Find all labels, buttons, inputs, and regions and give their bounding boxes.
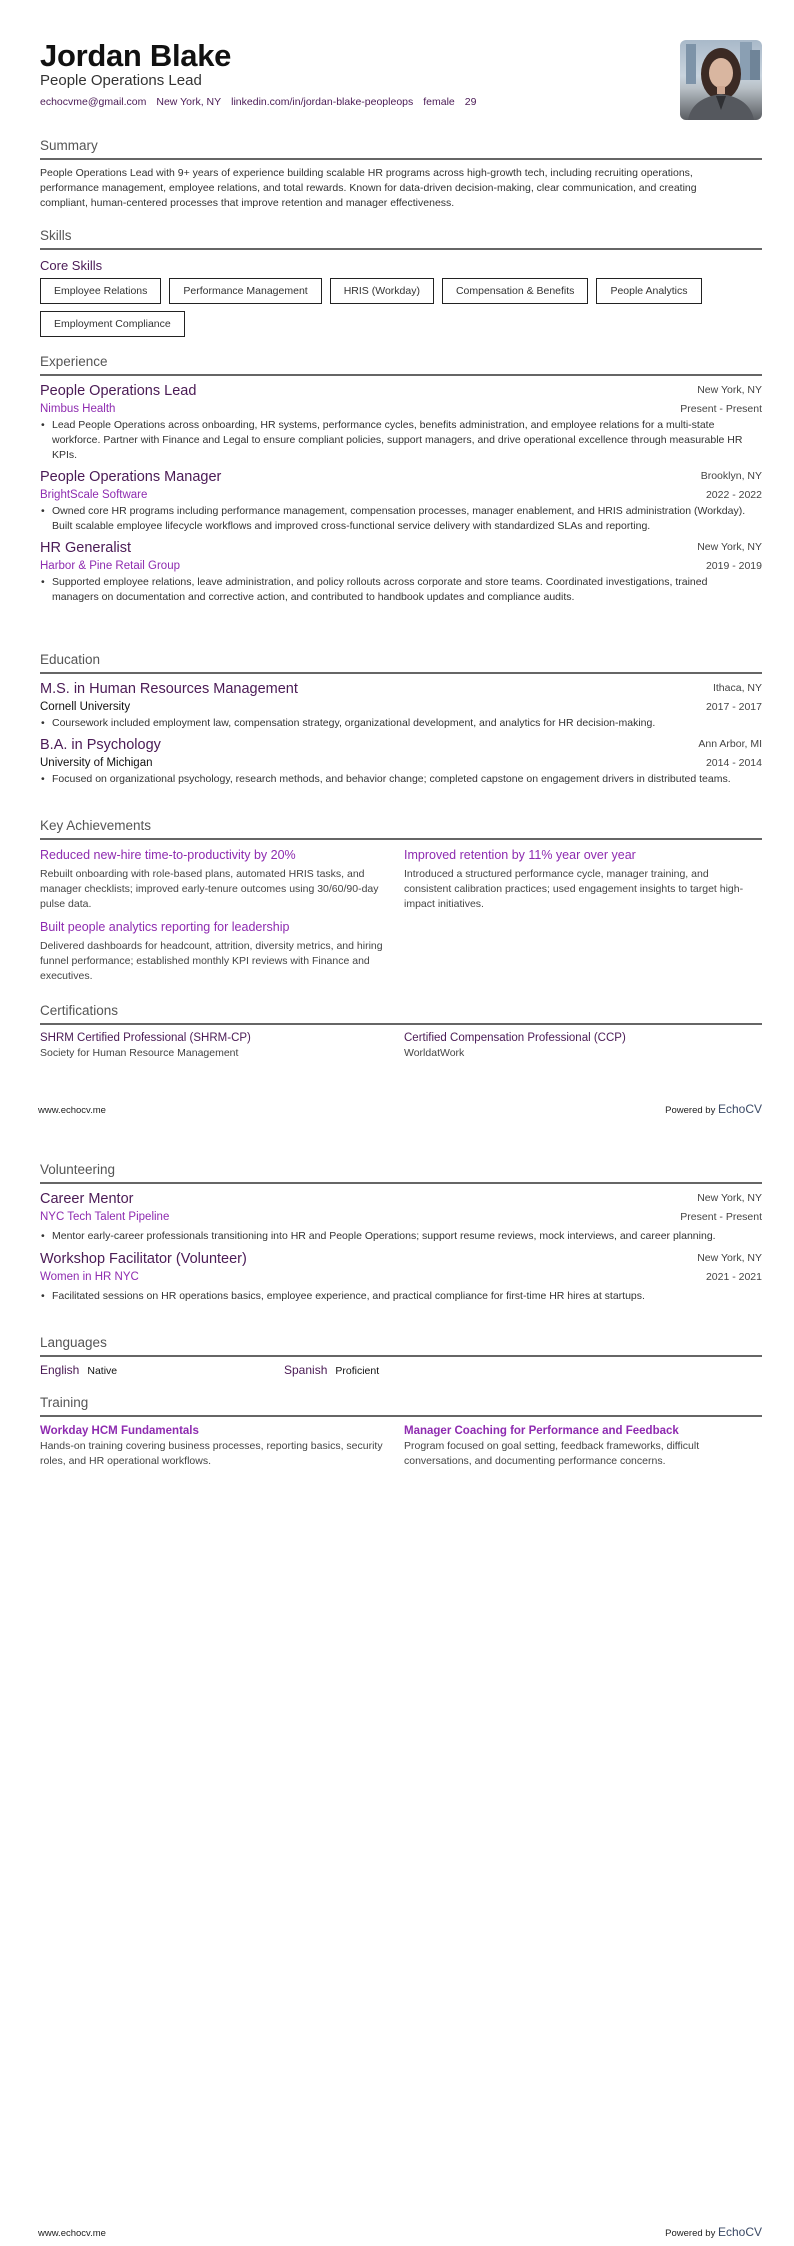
candidate-name: Jordan Blake — [40, 38, 232, 73]
section-divider — [40, 248, 762, 250]
education-section — [40, 652, 762, 787]
footer-site-link[interactable]: www.echocv.me — [38, 1105, 106, 1116]
language-name: Spanish — [284, 1363, 328, 1377]
job-bullet: • Lead People Operations across onboarding, HR systems, performance cycles, benefits administration, and employee relations for a multi-state workforce. Partner with Finance and Legal to ensure compliant policies, support managers, and drive operational excellence through measurable HR KPIs. — [40, 418, 752, 463]
experience-section — [40, 354, 762, 605]
volunteer-location: New York, NY — [697, 1192, 762, 1204]
contact-line — [40, 96, 476, 108]
job-dates: 2019 - 2019 — [705, 560, 762, 572]
skill-chip: HRIS (Workday) — [330, 278, 434, 304]
powered-by-text: Powered by — [665, 1105, 716, 1116]
job-title: HR Generalist — [40, 540, 132, 556]
skill-chips — [40, 278, 762, 337]
section-title: Key Achievements — [40, 818, 152, 833]
portrait-image-icon — [680, 40, 762, 120]
volunteer-dates: Present - Present — [680, 1211, 762, 1223]
achievement-title: Built people analytics reporting for leadership — [40, 920, 290, 934]
volunteer-org: Women in HR NYC — [40, 1271, 139, 1283]
language-item — [40, 1363, 284, 1377]
school-location: Ithaca, NY — [712, 682, 762, 694]
brand-logo-text: EchoCV — [717, 2225, 762, 2239]
contact-gender: female — [423, 96, 455, 108]
section-title: Certifications — [40, 1003, 119, 1018]
education-dates: 2014 - 2014 — [705, 757, 762, 769]
achievements-section — [40, 818, 762, 984]
training-desc: Hands-on training covering business processes, reporting basics, security roles, and HR operational workflows. — [40, 1440, 383, 1467]
job-dates: Present - Present — [680, 403, 762, 415]
volunteer-entry — [40, 1189, 762, 1244]
school-location: Ann Arbor, MI — [698, 738, 762, 750]
experience-entry — [40, 381, 762, 463]
certifications-grid — [40, 1025, 762, 1061]
summary-section — [40, 138, 762, 211]
volunteer-location: New York, NY — [697, 1252, 762, 1264]
education-entry — [40, 679, 762, 731]
company-name: BrightScale Software — [40, 489, 148, 501]
section-title: Education — [40, 652, 101, 667]
experience-entry — [40, 538, 762, 605]
education-dates: 2017 - 2017 — [705, 701, 762, 713]
school-name: Cornell University — [40, 701, 131, 713]
section-title: Volunteering — [40, 1162, 116, 1177]
training-item — [404, 1417, 762, 1469]
certification-name: SHRM Certified Professional (SHRM-CP) — [40, 1032, 251, 1044]
skill-chip: Performance Management — [169, 278, 321, 304]
skill-chip: People Analytics — [596, 278, 701, 304]
skills-group-title: Core Skills — [40, 258, 103, 273]
volunteer-entry — [40, 1249, 762, 1304]
job-location: New York, NY — [697, 384, 762, 396]
language-level: Native — [87, 1365, 118, 1377]
education-entry — [40, 735, 762, 787]
section-divider — [40, 1182, 762, 1184]
achievement-item — [40, 912, 398, 984]
training-grid — [40, 1417, 762, 1469]
certification-name: Certified Compensation Professional (CCP) — [404, 1032, 626, 1044]
footer-powered-by[interactable] — [665, 1102, 762, 1116]
contact-email[interactable]: echocvme@gmail.com — [40, 96, 147, 108]
achievement-desc: Rebuilt onboarding with role-based plans, automated HRIS tasks, and manager checklists; improved early-tenure outcomes using 30/60/90-day pulse data. — [40, 868, 379, 910]
training-desc: Program focused on goal setting, feedback frameworks, difficult conversations, and documenting performance concerns. — [404, 1440, 700, 1467]
languages-list — [40, 1363, 762, 1377]
section-divider — [40, 374, 762, 376]
languages-section — [40, 1335, 762, 1377]
training-section — [40, 1395, 762, 1469]
section-title: Training — [40, 1395, 89, 1410]
powered-by-text: Powered by — [665, 2228, 716, 2239]
achievement-item — [40, 840, 398, 912]
certification-item — [40, 1025, 398, 1061]
skill-chip: Compensation & Benefits — [442, 278, 588, 304]
certification-issuer: WorldatWork — [404, 1047, 465, 1059]
section-title: Skills — [40, 228, 72, 243]
job-bullet: • Supported employee relations, leave administration, and policy rollouts across corporate and store teams. Coordinated investigations, trained managers on documentation and corrective action, and contributed to handbook updates and compliance audits. — [40, 575, 752, 605]
company-name: Harbor & Pine Retail Group — [40, 560, 180, 572]
brand-logo-text: EchoCV — [717, 1102, 762, 1116]
section-divider — [40, 1355, 762, 1357]
achievements-grid — [40, 840, 762, 984]
skills-section — [40, 228, 762, 337]
volunteer-org: NYC Tech Talent Pipeline — [40, 1211, 170, 1223]
degree-title: B.A. in Psychology — [40, 737, 161, 753]
achievement-title: Improved retention by 11% year over year — [404, 848, 636, 862]
summary-text: People Operations Lead with 9+ years of experience building scalable HR programs across high-growth tech, including recruiting operations, performance management, employee relations, and total rewards. Known for data-driven decision-making, clear communication, and creating compliant, human-centered processes that improve retention and manager effectiveness. — [40, 167, 697, 209]
footer-site-link[interactable]: www.echocv.me — [38, 2228, 106, 2239]
degree-title: M.S. in Human Resources Management — [40, 681, 298, 697]
skill-chip: Employment Compliance — [40, 311, 185, 337]
education-bullet: • Coursework included employment law, compensation strategy, organizational development, and analytics for HR decision-making. — [40, 716, 752, 731]
achievement-desc: Delivered dashboards for headcount, attrition, diversity metrics, and hiring funnel performance; established monthly KPI reviews with Finance and executives. — [40, 940, 383, 982]
volunteer-title: Workshop Facilitator (Volunteer) — [40, 1251, 247, 1267]
achievement-desc: Introduced a structured performance cycle, manager training, and consistent calibration practices; used engagement insights to target high-impact initiatives. — [404, 868, 744, 910]
volunteer-dates: 2021 - 2021 — [705, 1271, 762, 1283]
section-title: Experience — [40, 354, 108, 369]
volunteer-bullet: • Mentor early-career professionals transitioning into HR and People Operations; support resume reviews, mock interviews, and career planning. — [40, 1229, 752, 1244]
achievement-title: Reduced new-hire time-to-productivity by 20% — [40, 848, 296, 862]
job-dates: 2022 - 2022 — [705, 489, 762, 501]
achievement-item — [404, 840, 762, 912]
contact-age: 29 — [464, 96, 477, 108]
training-title: Manager Coaching for Performance and Feedback — [404, 1425, 679, 1437]
certification-item — [404, 1025, 762, 1061]
volunteer-title: Career Mentor — [40, 1191, 134, 1207]
contact-location: New York, NY — [156, 96, 222, 108]
language-item — [284, 1363, 528, 1377]
certifications-section — [40, 1003, 762, 1061]
contact-linkedin[interactable]: linkedin.com/in/jordan-blake-peopleops — [231, 96, 414, 108]
job-bullet: • Owned core HR programs including performance management, compensation processes, manager enablement, and HRIS administration (Workday). Built scalable employee lifecycle workflows and improved cross-functional service delivery with standardized SLAs and reporting. — [40, 504, 752, 534]
training-title: Workday HCM Fundamentals — [40, 1425, 199, 1437]
language-level: Proficient — [335, 1365, 380, 1377]
job-location: New York, NY — [697, 541, 762, 553]
footer-powered-by[interactable] — [665, 2225, 762, 2239]
skill-chip: Employee Relations — [40, 278, 161, 304]
candidate-role: People Operations Lead — [40, 72, 202, 89]
education-bullet: • Focused on organizational psychology, research methods, and behavior change; completed capstone on engagement drivers in distributed teams. — [40, 772, 752, 787]
volunteering-section — [40, 1162, 762, 1304]
job-title: People Operations Manager — [40, 469, 222, 485]
language-name: English — [40, 1363, 80, 1377]
section-title: Summary — [40, 138, 98, 153]
profile-photo — [680, 40, 762, 120]
job-title: People Operations Lead — [40, 383, 197, 399]
resume-page-2 — [0, 1123, 794, 2246]
training-item — [40, 1417, 398, 1469]
company-name: Nimbus Health — [40, 403, 116, 415]
experience-entry — [40, 467, 762, 534]
section-divider — [40, 672, 762, 674]
section-divider — [40, 158, 762, 160]
school-name: University of Michigan — [40, 757, 153, 769]
job-location: Brooklyn, NY — [700, 470, 762, 482]
section-title: Languages — [40, 1335, 107, 1350]
certification-issuer: Society for Human Resource Management — [40, 1047, 239, 1059]
volunteer-bullet: • Facilitated sessions on HR operations basics, employee experience, and practical compliance for first-time HR hires at startups. — [40, 1289, 752, 1304]
